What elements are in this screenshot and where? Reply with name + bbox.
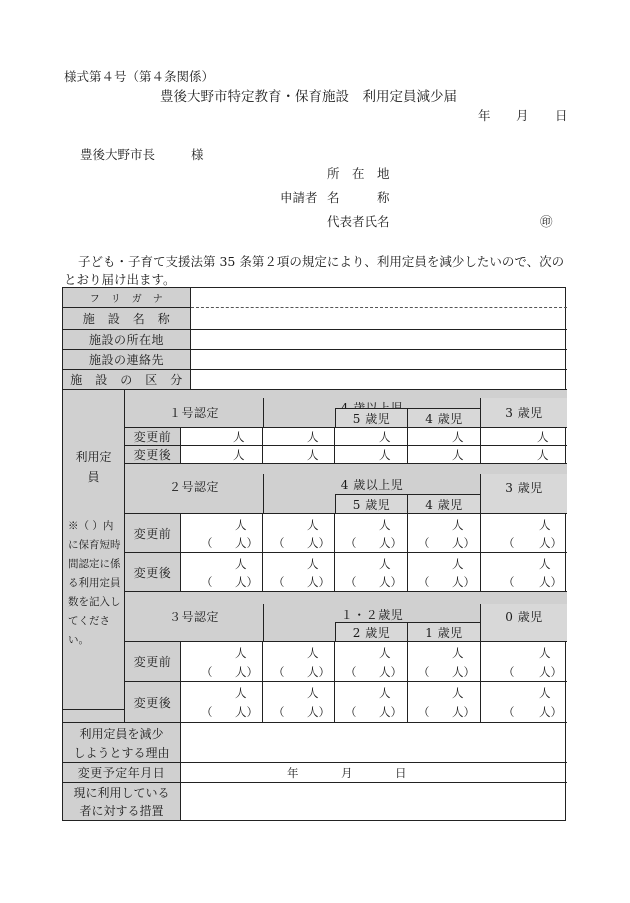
change-date-year: 年 [287, 766, 299, 780]
group2-before-age5[interactable]: 人 （ 人） [335, 514, 408, 553]
group2-age5: 5 歳児 [335, 494, 408, 514]
form-number: 様式第４号（第４条関係） [64, 69, 215, 84]
reason-input[interactable] [181, 723, 567, 763]
group3-after-label: 変更後 [125, 682, 181, 723]
group2-after-age4[interactable]: 人 （ 人） [408, 553, 481, 592]
location-input[interactable] [191, 330, 567, 350]
reason-label: 利用定員を減少 しようとする理由 [63, 723, 181, 763]
group3-before-label: 変更前 [125, 642, 181, 682]
group2-before-total[interactable]: 人 （ 人） [181, 514, 263, 553]
note-line: 数を記入し [68, 596, 121, 608]
contact-label: 施設の連絡先 [63, 350, 191, 370]
form-title: 豊後大野市特定教育・保育施設 利用定員減少届 [160, 89, 457, 105]
group2-title: ２号認定 [125, 474, 263, 514]
group3-after-age12[interactable]: 人 （ 人） [263, 682, 335, 723]
addressee: 豊後大野市長 [80, 147, 156, 162]
date-day: 日 [555, 108, 568, 123]
group1-after-total[interactable]: 人 [181, 446, 263, 464]
group3-title: ３号認定 [125, 604, 263, 642]
group1-age4: 4 歳児 [408, 408, 481, 428]
capacity-label-2: 員 [87, 470, 100, 484]
group1-after-age5[interactable]: 人 [335, 446, 408, 464]
applicant-address-label: 所 在 地 [327, 166, 390, 181]
group2-before-age3[interactable]: 人 （ 人） [481, 514, 567, 553]
group2-after-age3[interactable]: 人 （ 人） [481, 553, 567, 592]
group1-after-age4[interactable]: 人 [408, 446, 481, 464]
group1-spacer [125, 390, 567, 398]
applicant-rep-label: 代表者氏名 [327, 214, 390, 229]
furigana-input[interactable] [191, 288, 567, 308]
group2-spacer [125, 464, 567, 474]
group1-after-age3[interactable]: 人 [481, 446, 567, 464]
facility-name-label: 施 設 名 称 [63, 308, 191, 330]
group2-after-over4[interactable]: 人 （ 人） [263, 553, 335, 592]
capacity-note [68, 517, 124, 650]
group1-after-label: 変更後 [125, 446, 181, 464]
group3-after-age0[interactable]: 人 （ 人） [481, 682, 567, 723]
date-year: 年 [478, 108, 491, 123]
group3-after-age2[interactable]: 人 （ 人） [335, 682, 408, 723]
change-date-label: 変更予定年月日 [63, 763, 181, 783]
group1-after-over4[interactable]: 人 [263, 446, 335, 464]
body-line-2: とおり届け出ます。 [64, 272, 176, 287]
group1-age5: 5 歳児 [335, 408, 408, 428]
measures-input[interactable] [181, 783, 567, 820]
group1-title: １号認定 [125, 398, 263, 428]
group1-before-age3[interactable]: 人 [481, 428, 567, 446]
form-table [62, 287, 566, 821]
group1-before-over4[interactable]: 人 [263, 428, 335, 446]
group1-before-label: 変更前 [125, 428, 181, 446]
note-line: 間認定に係 [68, 558, 121, 570]
group3-before-total[interactable]: 人 （ 人） [181, 642, 263, 682]
group2-before-over4[interactable]: 人 （ 人） [263, 514, 335, 553]
capacity-label-1: 利用定 [75, 450, 112, 464]
location-label: 施設の所在地 [63, 330, 191, 350]
group2-before-age4[interactable]: 人 （ 人） [408, 514, 481, 553]
note-line: る利用定員 [68, 577, 121, 589]
contact-input[interactable] [191, 350, 567, 370]
group2-after-age5[interactable]: 人 （ 人） [335, 553, 408, 592]
note-line: ※（ ）内 [68, 520, 114, 532]
group1-age3: 3 歳児 [481, 398, 567, 428]
category-label: 施 設 の 区 分 [63, 370, 191, 390]
measures-label: 現に利用している 者に対する措置 [63, 783, 181, 820]
facility-name-input[interactable] [191, 308, 567, 330]
group3-age12: １・２歳児 [263, 604, 481, 642]
group3-before-age2[interactable]: 人 （ 人） [335, 642, 408, 682]
change-date-day: 日 [395, 766, 407, 780]
change-date-input[interactable] [181, 763, 567, 783]
honorific: 様 [191, 147, 204, 162]
group2-after-total[interactable]: 人 （ 人） [181, 553, 263, 592]
note-line: い。 [68, 634, 89, 646]
group3-before-age1[interactable]: 人 （ 人） [408, 642, 481, 682]
group3-after-age1[interactable]: 人 （ 人） [408, 682, 481, 723]
note-line: に保育短時 [68, 539, 121, 551]
category-input[interactable] [191, 370, 567, 390]
group3-spacer [125, 592, 567, 604]
group3-before-age12[interactable]: 人 （ 人） [263, 642, 335, 682]
group2-after-label: 変更後 [125, 553, 181, 592]
group3-before-age0[interactable]: 人 （ 人） [481, 642, 567, 682]
group1-before-total[interactable]: 人 [181, 428, 263, 446]
note-line: てくださ [68, 615, 110, 627]
group2-age3: 3 歳児 [481, 474, 567, 514]
group3-age2: 2 歳児 [335, 622, 408, 642]
seal-mark: ㊞ [540, 214, 553, 229]
body-line-1: 子ども・子育て支援法第 35 条第２項の規定により、利用定員を減少したいので、次の [78, 254, 565, 269]
group1-before-age4[interactable]: 人 [408, 428, 481, 446]
group2-before-label: 変更前 [125, 514, 181, 553]
group2-age4: 4 歳児 [408, 494, 481, 514]
group3-age1: 1 歳児 [408, 622, 481, 642]
capacity-label-cell [63, 390, 125, 710]
change-date-month: 月 [341, 766, 353, 780]
group3-age0: 0 歳児 [481, 604, 567, 642]
capacity-label-tail [63, 710, 125, 723]
date-month: 月 [516, 108, 529, 123]
applicant-label: 申請者 [280, 190, 318, 205]
furigana-label: フ リ ガ ナ [63, 288, 191, 308]
group1-before-age5[interactable]: 人 [335, 428, 408, 446]
applicant-name-label: 名 称 [327, 190, 390, 205]
group2-over4: 4 歳以上児 [263, 474, 481, 514]
group3-after-total[interactable]: 人 （ 人） [181, 682, 263, 723]
